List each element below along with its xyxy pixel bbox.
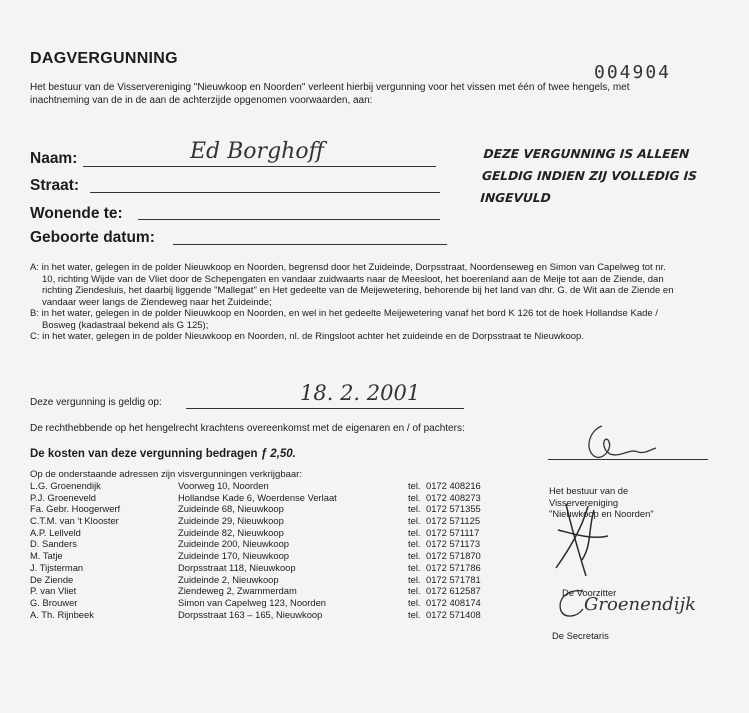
valid-date: 18. 2. 2001 bbox=[300, 381, 421, 405]
wonende-line bbox=[138, 219, 440, 220]
cost-amount: ƒ 2,50. bbox=[260, 448, 296, 460]
water-c: C: in het water, gelegen in de polder Nieuwkoop en Noorden, nl. de Ringsloot achter het zuideinde en de Dorpsstraat te Nieuwkoop. bbox=[30, 331, 584, 342]
vendor-phone bbox=[408, 550, 528, 562]
chair-label: De Voorzitter bbox=[562, 587, 617, 598]
vendor-phone bbox=[408, 480, 528, 492]
valid-date-line bbox=[186, 408, 464, 409]
address-row bbox=[30, 480, 528, 492]
address-row bbox=[30, 609, 528, 621]
vendor-name: M. Tatje bbox=[30, 550, 63, 562]
vendor-name: P. van Vliet bbox=[30, 585, 77, 597]
addresses-intro: Op de onderstaande adressen zijn visvergunningen verkrijgbaar: bbox=[30, 469, 302, 480]
address-row bbox=[30, 527, 528, 539]
straat-label: Straat: bbox=[30, 177, 80, 194]
tel-number: 0172 571408 bbox=[426, 608, 481, 620]
tel-number: 0172 408273 bbox=[426, 491, 481, 503]
tel-number: 0172 571355 bbox=[426, 503, 481, 515]
tel-number: 0172 571173 bbox=[426, 538, 481, 550]
tel-number: 0172 571117 bbox=[426, 526, 480, 538]
geboorte-label: Geboorte datum: bbox=[30, 229, 155, 246]
tel-number: 0172 612587 bbox=[426, 585, 481, 597]
vendor-address: Dorpsstraat 118, Nieuwkoop bbox=[178, 561, 296, 573]
address-list bbox=[30, 480, 528, 620]
tel-number: 0172 408216 bbox=[426, 480, 481, 491]
tel-label: tel. bbox=[408, 561, 421, 573]
tel-number: 0172 571125 bbox=[426, 515, 481, 527]
tel-label: tel. bbox=[408, 526, 421, 538]
tel-label: tel. bbox=[408, 538, 421, 550]
tel-label: tel. bbox=[408, 550, 421, 562]
waters-description bbox=[30, 262, 680, 343]
vendor-name: C.T.M. van 't Klooster bbox=[30, 515, 119, 527]
vendor-address: Zuideinde 82, Nieuwkoop bbox=[178, 526, 284, 538]
tel-label: tel. bbox=[408, 515, 421, 527]
secretary-label: De Secretaris bbox=[552, 630, 609, 641]
geboorte-line bbox=[173, 244, 447, 245]
serial-number: 004904 bbox=[594, 62, 672, 83]
vendor-name: De Ziende bbox=[30, 573, 74, 585]
vendor-name: P.J. Groeneveld bbox=[30, 491, 97, 503]
vendor-phone bbox=[408, 597, 528, 609]
address-row bbox=[30, 574, 528, 586]
tel-label: tel. bbox=[408, 573, 421, 585]
address-row bbox=[30, 515, 528, 527]
tel-number: 0172 571781 bbox=[426, 573, 481, 585]
address-row bbox=[30, 550, 528, 562]
tel-number: 0172 571786 bbox=[426, 561, 481, 573]
address-row bbox=[30, 492, 528, 504]
notice-line-1: DEZE VERGUNNING IS ALLEEN bbox=[483, 147, 690, 161]
vendor-name: A.P. Lellveld bbox=[30, 526, 81, 538]
board-line-3: "Nieuwkoop en Noorden" bbox=[549, 508, 654, 519]
tel-label: tel. bbox=[408, 480, 421, 491]
validity-notice bbox=[480, 143, 735, 209]
board-line-2: Visservereniging bbox=[549, 496, 619, 508]
rights-signature-icon bbox=[580, 418, 660, 468]
valid-on-label: Deze vergunning is geldig op: bbox=[30, 397, 162, 408]
document-title: DAGVERGUNNING bbox=[30, 50, 178, 67]
notice-line-3: INGEVULD bbox=[479, 191, 552, 205]
vendor-name: G. Brouwer bbox=[30, 596, 78, 608]
address-row bbox=[30, 538, 528, 550]
address-row bbox=[30, 562, 528, 574]
naam-label: Naam: bbox=[30, 150, 78, 167]
tel-label: tel. bbox=[408, 491, 421, 503]
vendor-phone bbox=[408, 527, 528, 539]
vendor-name: A. Th. Rijnbeek bbox=[30, 608, 94, 620]
address-row bbox=[30, 585, 528, 597]
tel-label: tel. bbox=[408, 585, 421, 597]
vendor-address: Simon van Capelweg 123, Noorden bbox=[178, 596, 327, 608]
vendor-address: Hollandse Kade 6, Woerdense Verlaat bbox=[178, 491, 337, 503]
secretary-signature-flourish-icon bbox=[553, 585, 593, 625]
vendor-address: Zuideinde 68, Nieuwkoop bbox=[178, 503, 284, 515]
tel-label: tel. bbox=[408, 608, 421, 620]
vendor-address: Ziendeweg 2, Zwammerdam bbox=[178, 585, 297, 597]
vendor-phone bbox=[408, 562, 528, 574]
tel-number: 0172 408174 bbox=[426, 596, 481, 608]
wonende-label: Wonende te: bbox=[30, 205, 123, 222]
vendor-phone bbox=[408, 492, 528, 504]
cost-line bbox=[30, 448, 296, 460]
vendor-address: Zuideinde 200, Nieuwkoop bbox=[178, 538, 290, 550]
vendor-phone bbox=[408, 585, 528, 597]
straat-line bbox=[90, 192, 440, 193]
secretary-signature: Groenendijk bbox=[584, 594, 697, 615]
cost-label: De kosten van deze vergunning bedragen bbox=[30, 448, 258, 460]
vendor-phone bbox=[408, 515, 528, 527]
board-line-1: Het bestuur van de bbox=[549, 485, 629, 496]
vendor-name: J. Tijsterman bbox=[30, 561, 84, 573]
naam-value: Ed Borghoff bbox=[190, 139, 325, 164]
water-b: B: in het water, gelegen in de polder Nieuwkoop en Noorden, en wel in het gedeelte Meijewetering vanaf het bord K 126 tot de hoek Hollandse Kade / Bosweg (kadastraal bekend als G 125); bbox=[30, 308, 658, 331]
vendor-phone bbox=[408, 574, 528, 586]
vendor-address: Voorweg 10, Noorden bbox=[178, 480, 269, 491]
naam-line bbox=[83, 166, 436, 167]
tel-label: tel. bbox=[408, 503, 421, 515]
chairman-signature-icon bbox=[548, 500, 628, 580]
vendor-name: D. Sanders bbox=[30, 538, 77, 550]
vendor-address: Zuideinde 2, Nieuwkoop bbox=[178, 573, 279, 585]
vendor-phone bbox=[408, 538, 528, 550]
tel-label: tel. bbox=[408, 596, 421, 608]
vendor-address: Zuideinde 170, Nieuwkoop bbox=[178, 550, 290, 562]
vendor-name: L.G. Groenendijk bbox=[30, 480, 101, 491]
water-a: A: in het water, gelegen in de polder Nieuwkoop en Noorden, begrensd door het Zuideinde, Dorpsstraat, Noordenseweg en Simon van Capelweg tot nr. 10, richting Wijde van de Vliet door de Schepengaten en vandaar zuidwaarts naar de Meesloot, het boerenland aan de Meije tot aan de Ziende, dan richting Ziendesluis, het daarbij liggende "Mallegat" en Het gedeelte van de Meijewetering, behorende bij het land van dhr. G. de Wit aan de Ziende en vandaar weer langs de Ziendeweg naar het Zuideinde; bbox=[30, 262, 674, 308]
vendor-name: Fa. Gebr. Hoogerwerf bbox=[30, 503, 121, 515]
vendor-address: Dorpsstraat 163 – 165, Nieuwkoop bbox=[178, 608, 323, 620]
vendor-address: Zuideinde 29, Nieuwkoop bbox=[178, 515, 284, 527]
tel-number: 0172 571870 bbox=[426, 550, 481, 562]
address-row bbox=[30, 597, 528, 609]
vendor-phone bbox=[408, 609, 528, 621]
address-row bbox=[30, 503, 528, 515]
vendor-phone bbox=[408, 503, 528, 515]
notice-line-2: GELDIG INDIEN ZIJ VOLLEDIG IS bbox=[481, 169, 698, 183]
rights-text: De rechthebbende op het hengelrecht krachtens overeenkomst met de eigenaren en / of pachters: bbox=[30, 423, 465, 434]
intro-text: Het bestuur van de Visservereniging "Nieuwkoop en Noorden" verleent hierbij vergunning voor het vissen met één of twee hengels, met inachtneming van de in de aan de achterzijde opgenomen voorwaarden, aan: bbox=[30, 82, 630, 106]
